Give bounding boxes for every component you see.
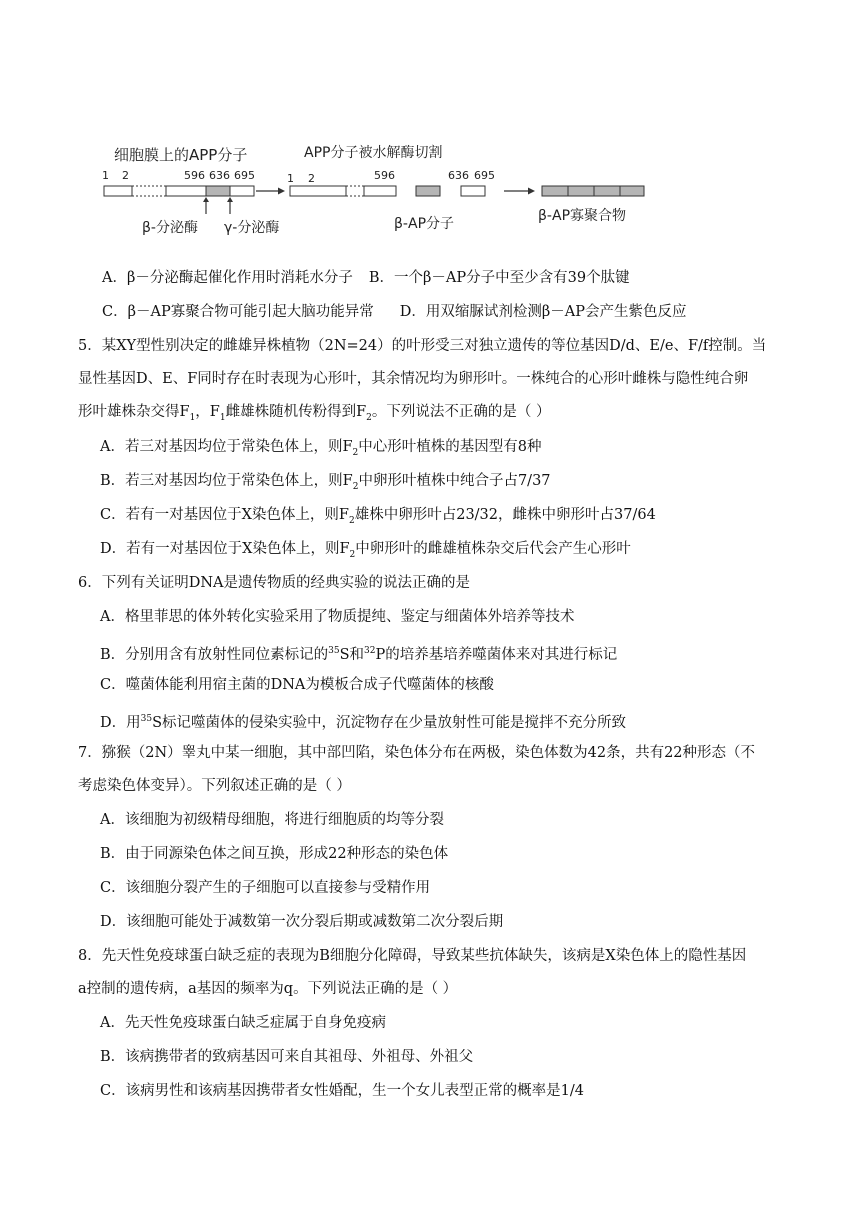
q8-stem-line2: a控制的遗传病，a基因的频率为q。下列说法正确的是（ ） (78, 981, 458, 997)
q4-option-c: C．β－AP寡聚合物可能引起大脑功能异常 (102, 304, 374, 320)
q7-option-a: A．该细胞为初级精母细胞，将进行细胞质的均等分裂 (100, 812, 444, 828)
beta-ap-fragment (416, 186, 440, 196)
beta-ap-label: β-AP分子 (394, 216, 455, 232)
app-strip-cut (290, 186, 396, 196)
q5-option-c: C．若有一对基因位于X染色体上，则$F_2$雄株中卵形叶占23/32，雌株中卵形叶占37/64 (100, 507, 656, 526)
q7-option-c: C．该细胞分裂产生的子细胞可以直接参与受精作用 (100, 880, 431, 896)
q4-option-d: D．用双缩脲试剂检测β－AP会产生紫色反应 (399, 304, 687, 320)
q5-stem-line2: 显性基因D、E、F同时存在时表现为心形叶，其余情况均为卵形叶。一株纯合的心形叶雌株与隐性纯合卵 (78, 371, 749, 387)
q5-stem-line3: 形叶雄株杂交得$F_1$，$F_1$雌雄株随机传粉得到$F_2$。下列说法不正确的是（ ） (78, 404, 551, 423)
c-terminal-fragment (461, 186, 485, 196)
pos-2-left: 2 (122, 169, 129, 182)
pos-1-right: 1 (287, 172, 294, 185)
q5-option-a: A．若三对基因均位于常染色体上，则$F_2$中心形叶植株的基因型有8种 (100, 439, 542, 458)
q7-option-b: B．由于同源染色体之间互换，形成22种形态的染色体 (100, 846, 449, 862)
q6-option-c: C．噬菌体能利用宿主菌的DNA为模板合成子代噬菌体的核酸 (100, 677, 494, 693)
q8-option-c: C．该病男性和该病基因携带者女性婚配，生一个女儿表型正常的概率是1/4 (100, 1083, 584, 1099)
pos-636-left: 636 (209, 169, 230, 182)
q6-option-b: B．分别用含有放射性同位素标记的$^{35}$S和$^{32}$P的培养基培养噬菌体来对其进行标记 (100, 646, 618, 663)
q4-option-b: B．一个β－AP分子中至少含有39个肽键 (368, 270, 630, 286)
q6-option-a: A．格里菲思的体外转化实验采用了物质提纯、鉴定与细菌体外培养等技术 (100, 609, 575, 625)
beta-enzyme-arrow (203, 197, 209, 214)
pos-596-right: 596 (374, 169, 395, 182)
q6-option-d: D．用$^{35}$S标记噬菌体的侵染实验中，沉淀物存在少量放射性可能是搅拌不充分所致 (100, 714, 627, 731)
app-strip-full (104, 186, 254, 196)
gamma-enzyme-label: γ-分泌酶 (224, 220, 280, 236)
transition-arrow (256, 188, 285, 195)
q8-stem-line1: 8．先天性免疫球蛋白缺乏症的表现为B细胞分化障碍，导致某些抗体缺失，该病是X染色体上的隐性基因 (78, 948, 747, 964)
q4-options-ab (102, 268, 630, 288)
gamma-enzyme-arrow (227, 197, 233, 214)
label-app-membrane: 细胞膜上的APP分子 (114, 146, 248, 164)
pos-695-right: 695 (474, 169, 495, 182)
q8-option-b: B．该病携带者的致病基因可来自其祖母、外祖母、外祖父 (100, 1049, 474, 1065)
aggregation-arrow (504, 188, 535, 195)
label-app-cut: APP分子被水解酶切割 (304, 145, 443, 161)
q4-options-cd (102, 302, 686, 322)
q8-option-a: A．先天性免疫球蛋白缺乏症属于自身免疫病 (100, 1015, 386, 1031)
q5-option-d: D．若有一对基因位于X染色体上，则$F_2$中卵形叶的雌雄植株杂交后代会产生心形叶 (100, 541, 631, 560)
beta-enzyme-label: β-分泌酶 (142, 220, 198, 236)
q7-stem-line2: 考虑染色体变异）。下列叙述正确的是（ ） (78, 778, 351, 794)
q5-stem-line1: 5．某XY型性别决定的雌雄异株植物（2N=24）的叶形受三对独立遗传的等位基因D/d、E/e、F/f控制。当 (78, 338, 767, 354)
pos-1-left: 1 (102, 169, 109, 182)
app-cleavage-diagram (96, 138, 656, 238)
q5-option-b: B．若三对基因均位于常染色体上，则$F_2$中卵形叶植株中纯合子占7/37 (100, 473, 551, 492)
q7-stem-line1: 7．猕猴（2N）睾丸中某一细胞，其中部凹陷，染色体分布在两极，染色体数为42条，共有22种形态（不 (78, 745, 756, 761)
pos-695-left: 695 (234, 169, 255, 182)
oligomer-label: β-AP寡聚合物 (538, 208, 627, 224)
pos-636-right: 636 (448, 169, 469, 182)
q7-option-d: D．该细胞可能处于减数第一次分裂后期或减数第二次分裂后期 (100, 914, 504, 930)
q4-option-a: A．β－分泌酶起催化作用时消耗水分子 (102, 270, 353, 286)
q6-stem: 6．下列有关证明DNA是遗传物质的经典实验的说法正确的是 (78, 575, 471, 591)
pos-2-right: 2 (308, 172, 315, 185)
beta-ap-oligomer (542, 186, 644, 196)
pos-596-left: 596 (184, 169, 205, 182)
